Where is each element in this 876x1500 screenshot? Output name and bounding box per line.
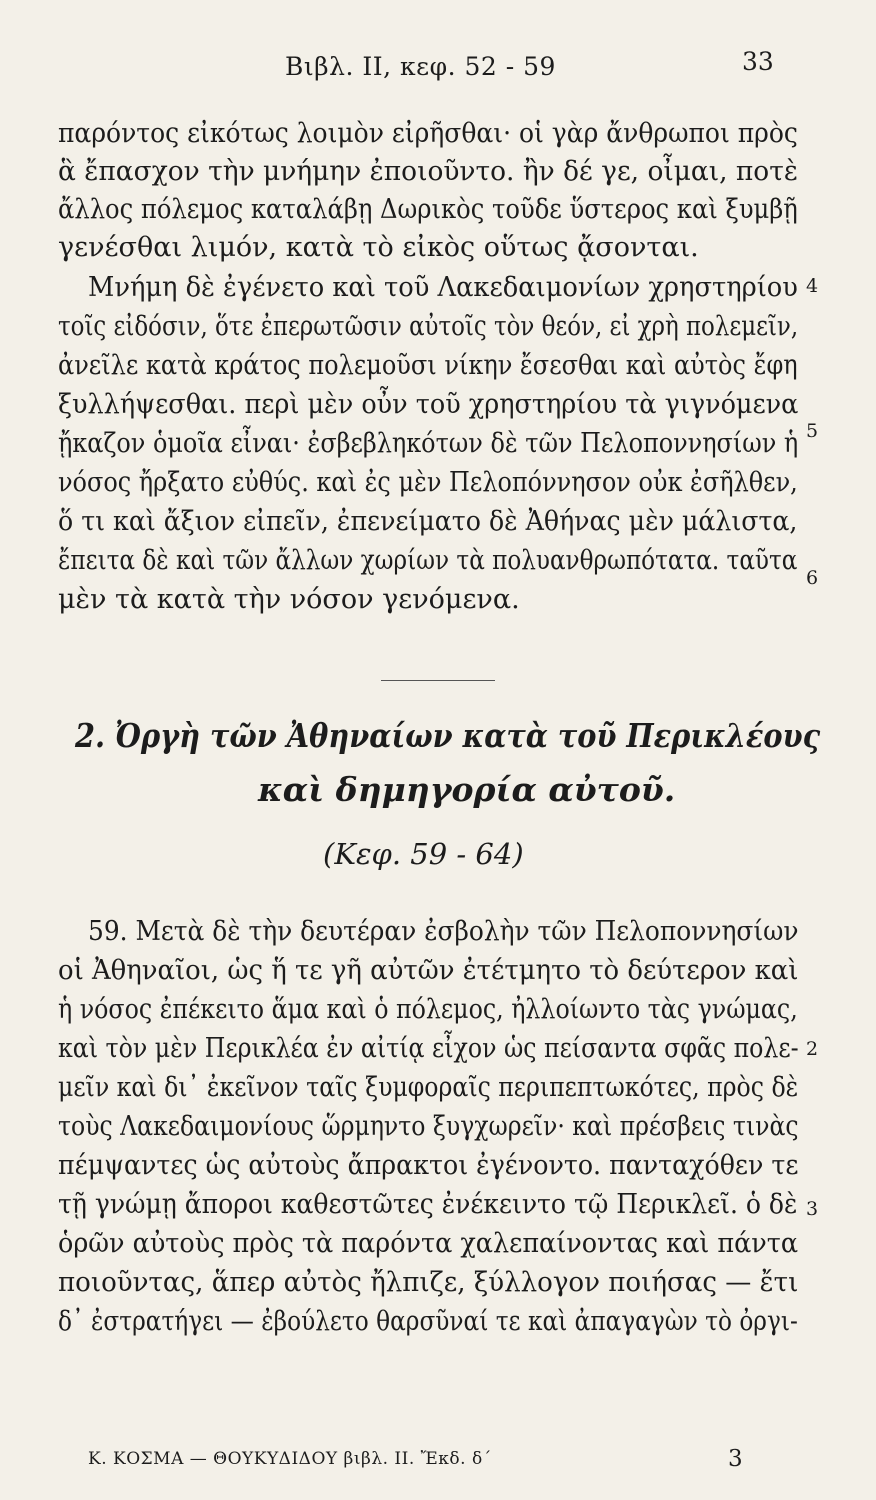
text-line: οἱ Ἀθηναῖοι, ὡς ἥ τε γῆ αὐτῶν ἐτέτμητο τὸ δεύτερον καὶ [58, 955, 799, 986]
margin-number: 4 [806, 275, 819, 297]
text-line: ξυλλήψεσθαι. περὶ μὲν οὖν τοῦ χρηστηρίου τὰ γιγνόμενα [58, 389, 799, 420]
text-line: ᾔκαζον ὁμοῖα εἶναι· ἐσβεβληκότων δὲ τῶν Πελοποννησίων ἡ [58, 428, 799, 459]
section-divider [381, 680, 495, 681]
text-line: ἡ νόσος ἐπέκειτο ἅμα καὶ ὁ πόλεμος, ἠλλοίωντο τὰς γνώμας, [58, 994, 798, 1025]
text-line: ὁρῶν αὐτοὺς πρὸς τὰ παρόντα χαλεπαίνοντας καὶ πάντα [58, 1228, 799, 1259]
margin-number: 2 [806, 1038, 819, 1060]
text-line: καὶ τὸν μὲν Περικλέα ἐν αἰτίᾳ εἶχον ὡς πείσαντα σφᾶς πολε- [58, 1033, 799, 1064]
chapter-range: (Κεφ. 59 - 64) [323, 837, 524, 871]
section-title-continued: καὶ δημηγορία αὐτοῦ. [258, 770, 676, 809]
text-line: 59. Μετὰ δὲ τὴν δευτέραν ἐσβολὴν τῶν Πελοποννησίων [88, 916, 799, 947]
text-line: μεῖν καὶ δι᾽ ἐκεῖνον ταῖς ξυμφοραῖς περιπεπτωκότες, πρὸς δὲ [58, 1072, 799, 1103]
page-number: 33 [742, 47, 774, 76]
section-title: 2. Ὀργὴ τῶν Ἀθηναίων κατὰ τοῦ Περικλέους [75, 716, 821, 755]
text-line: Μνήμη δὲ ἐγένετο καὶ τοῦ Λακεδαιμονίων χρηστηρίου [88, 272, 798, 303]
text-line: τῇ γνώμῃ ἄποροι καθεστῶτες ἐνέκειντο τῷ Περικλεῖ. ὁ δὲ [58, 1189, 798, 1220]
text-line: ὅ τι καὶ ἄξιον εἰπεῖν, ἐπενείματο δὲ Ἀθήνας μὲν μάλιστα, [58, 506, 798, 537]
text-line: ἃ ἔπασχον τὴν μνήμην ἐποιοῦντο. ἢν δέ γε, οἶμαι, ποτὲ [58, 156, 799, 187]
text-line: ἀνεῖλε κατὰ κράτος πολεμοῦσι νίκην ἔσεσθαι καὶ αὐτὸς ἔφη [58, 350, 798, 381]
margin-number: 5 [806, 420, 819, 442]
text-line: πέμψαντες ὡς αὐτοὺς ἄπρακτοι ἐγένοντο. πανταχόθεν τε [58, 1150, 799, 1181]
text-line: δ᾽ ἐστρατήγει — ἐβούλετο θαρσῦναί τε καὶ ἀπαγαγὼν τὸ ὀργι- [58, 1306, 798, 1337]
text-line: τοῖς εἰδόσιν, ὅτε ἐπερωτῶσιν αὐτοῖς τὸν θεόν, εἰ χρὴ πολεμεῖν, [58, 311, 799, 342]
sheet-number: 3 [728, 1446, 743, 1472]
running-title: Βιβλ. II, κεφ. 52 - 59 [285, 52, 556, 81]
text-line: παρόντος εἰκότως λοιμὸν εἰρῆσθαι· οἱ γὰρ ἄνθρωποι πρὸς [58, 118, 798, 149]
text-line: νόσος ἤρξατο εὐθύς. καὶ ἐς μὲν Πελοπόννησον οὐκ ἐσῆλθεν, [58, 467, 798, 498]
text-line: ἔπειτα δὲ καὶ τῶν ἄλλων χωρίων τὰ πολυανθρωπότατα. ταῦτα [58, 545, 798, 576]
text-line: γενέσθαι λιμόν, κατὰ τὸ εἰκὸς οὕτως ᾄσονται. [58, 232, 699, 263]
text-line: ποιοῦντας, ἅπερ αὐτὸς ἤλπιζε, ξύλλογον ποιήσας — ἔτι [58, 1267, 799, 1298]
text-line: τοὺς Λακεδαιμονίους ὥρμηντο ξυγχωρεῖν· καὶ πρέσβεις τινὰς [58, 1111, 799, 1142]
margin-number: 6 [806, 567, 819, 589]
text-line: μὲν τὰ κατὰ τὴν νόσον γενόμενα. [58, 584, 520, 615]
text-line: ἄλλος πόλεμος καταλάβῃ Δωρικὸς τοῦδε ὕστερος καὶ ξυμβῇ [58, 194, 798, 225]
margin-number: 3 [806, 1198, 819, 1220]
printer-signature: Κ. ΚΟΣΜΑ — ΘΟΥΚΥΔΙΔΟΥ βιβλ. II. Ἔκδ. δ΄ [88, 1449, 492, 1469]
